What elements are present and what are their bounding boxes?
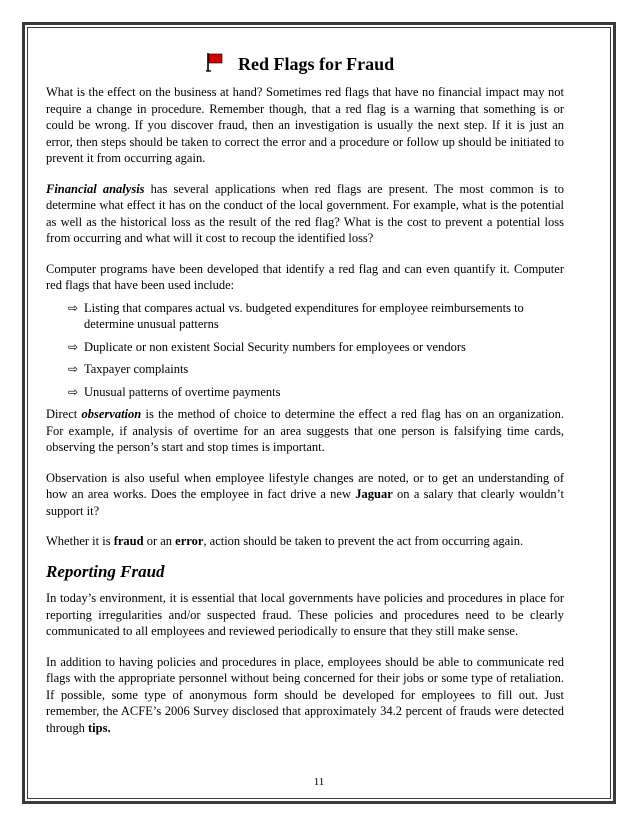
communicate-text: In addition to having policies and procedures in place, employees should be able to communicate red flags with the appropriate personnel without being concerned for their jobs or some type of retaliation. If possible, some type of anonymous form should be developed for employees to fill out. Just remember, the ACFE’s 2006 Survey disclosed that approximately 34.2 percent of frauds were detected through	[46, 654, 564, 735]
fraud-error-text-c: or an	[143, 534, 176, 548]
fraud-error-text-a: Whether it is	[46, 534, 114, 548]
title-row	[46, 44, 564, 84]
communicate-paragraph	[46, 654, 564, 737]
financial-analysis-text: has several applications when red flags are present. The most common is to determine what effect it has on the conduct of the local government. For example, what is the potential as well as the historical loss as the result of the red flag? What is the cost to prevent a potential loss from occurring and what will it cost to recoup the identified loss?	[46, 181, 564, 245]
list-item-text: Taxpayer complaints	[84, 362, 189, 376]
financial-analysis-term: Financial analysis	[46, 181, 145, 196]
fraud-error-text-e: , action should be taken to prevent the act from occurring again.	[203, 534, 524, 548]
lifestyle-text-before: Observation is also useful when employee lifestyle changes are noted, or to get an understanding of how an area works. Does the employee in fact drive a new	[46, 470, 564, 501]
lifestyle-paragraph	[46, 470, 564, 520]
red-flag-icon	[206, 52, 224, 72]
computer-programs-paragraph: Computer programs have been developed that identify a red flag and can even quantify it. Computer red flags that have been used include:	[46, 261, 564, 292]
list-item-text: Duplicate or non existent Social Security numbers for employees or vendors	[84, 339, 466, 354]
list-item-text: Unusual patterns of overtime payments	[84, 384, 281, 399]
list-item-text: Listing that compares actual vs. budgeted expenditures for employee reimbursements to determine unusual patterns	[84, 300, 524, 331]
intro-paragraph: What is the effect on the business at hand? Sometimes red flags that have no financial impact may not require a change in procedure. Remember though, that a red flag is a warning that something is or could be wrong. If you discover fraud, then an investigation is usually the next step. If it is just an error, then steps should be taken to correct the error and a procedure or follow up should be initiated to prevent it from occurring again.	[46, 85, 564, 165]
page-number: 11	[313, 776, 325, 788]
list-item	[68, 339, 564, 356]
fraud-or-error-paragraph	[46, 533, 564, 550]
right-arrow-icon: ⇨	[68, 300, 79, 315]
page-content	[46, 44, 564, 750]
red-flag-list	[68, 300, 564, 401]
tips-term: tips.	[88, 720, 111, 735]
observation-text-after: is the method of choice to determine the effect a red flag has on an organization. For example, if analysis of overtime for an area suggests that one person is falsifying time cards, observing the person’s start and stop times is important.	[46, 407, 564, 454]
list-item	[68, 384, 564, 401]
observation-term: observation	[81, 407, 142, 421]
observation-paragraph	[46, 406, 564, 456]
environment-paragraph: In today’s environment, it is essential that local governments have policies and procedures in place for reporting irregularities and/or suspected fraud. These policies and procedures need to be clearly communicated to all employees and reviewed periodically to ensure that they still make sense.	[46, 591, 564, 638]
list-item	[68, 361, 564, 378]
right-arrow-icon: ⇨	[68, 362, 79, 376]
observation-text-before: Direct	[46, 407, 82, 421]
jaguar-term: Jaguar	[355, 487, 393, 501]
lifestyle-text-after: on a salary that clearly wouldn’t support it?	[46, 487, 564, 518]
page-title: Red Flags for Fraud	[238, 54, 395, 74]
fraud-term: fraud	[113, 534, 144, 548]
right-arrow-icon: ⇨	[68, 384, 79, 399]
reporting-fraud-heading: Reporting Fraud	[46, 561, 165, 581]
right-arrow-icon: ⇨	[68, 339, 79, 354]
financial-analysis-paragraph	[46, 181, 564, 247]
error-term: error	[175, 534, 204, 548]
list-item	[68, 300, 564, 333]
